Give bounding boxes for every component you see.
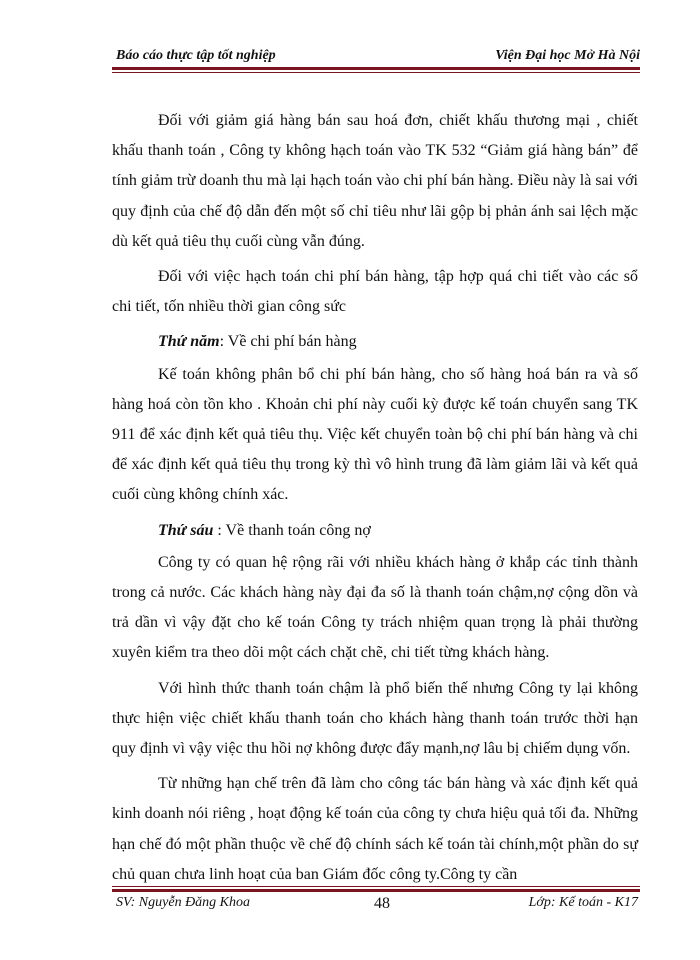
paragraph-payment-discount: Với hình thức thanh toán chậm là phổ biến thế nhưng Công ty lại không thực hiện việc chiết khấu thanh toán cho khách hàng thanh toán trước thời hạn quy định vì vậy việc thu hồi nợ không được đẩy mạnh,nợ lâu bị chiếm dụng vốn. [112, 679, 638, 758]
paragraph-discount-accounting: Đối với giảm giá hàng bán sau hoá đơn, chiết khấu thương mại , chiết khấu thanh toán , Công ty không hạch toán vào TK 532 “Giảm giá hàng bán” để tính giảm trừ doanh thu mà lại hạch toán vào chi phí bán hàng. Điều này là sai với quy định của chế độ dẫn đến một số chỉ tiêu như lãi gộp bị phản ánh sai lệch mặc dù kết quả tiêu thụ cuối cùng vẫn đúng. [112, 112, 638, 250]
paragraph-cost-allocation: Kế toán không phân bổ chi phí bán hàng, cho số hàng hoá bán ra và số hàng hoá còn tồn kho . Khoản chi phí này cuối kỳ được kế toán chuyển sang TK 911 để xác định kết quả tiêu thụ. Việc kết chuyển toàn bộ chi phí bán hàng và chi để xác định kết quả tiêu thụ trong kỳ thì vô hình trung đã làm giảm lãi và kết quả cuối cùng không chính xác. [112, 365, 638, 504]
heading-sixth-text: : Về thanh toán công nợ [213, 521, 371, 539]
page-number: 48 [374, 895, 390, 912]
heading-sixth-label: Thứ sáu [158, 521, 214, 539]
section-heading-sixth [112, 516, 638, 546]
heading-fifth-label: Thứ năm [158, 333, 220, 351]
paragraph-customer-relations: Công ty có quan hệ rộng rãi với nhiều khách hàng ở khắp các tỉnh thành trong cả nước. Các khách hàng này đại đa số là thanh toán chậm,nợ cộng dồn và trả dần vì vậy đặt cho kế toán Công ty trách nhiệm quan trọng là phải thường xuyên kiểm tra theo dõi một cách chặt chẽ, chi tiết từng khách hàng. [112, 553, 638, 662]
paragraph-limitations: Từ những hạn chế trên đã làm cho công tác bán hàng và xác định kết quả kinh doanh nói riêng , hoạt động kế toán của công ty chưa hiệu quả tối đa. Những hạn chế đó một phần thuộc về chế độ chính sách kế toán tài chính,một phần do sự chủ quan chưa linh hoạt của ban Giám đốc công ty.Công ty cần [112, 775, 638, 883]
header-institution: Viện Đại học Mở Hà Nội [495, 48, 640, 63]
header-report-title: Báo cáo thực tập tốt nghiệp [116, 48, 276, 63]
paragraph-selling-cost-detail: Đối với việc hạch toán chi phí bán hàng, tập hợp quá chi tiết vào các sổ chi tiết, tốn nhiều thời gian công sức [112, 268, 638, 316]
section-heading-fifth [112, 327, 638, 357]
footer-class: Lớp: Kế toán - K17 [528, 895, 638, 910]
heading-fifth-text: : Về chi phí bán hàng [219, 333, 357, 351]
page-body [112, 106, 638, 890]
footer-rule-thin [112, 886, 640, 887]
footer-rule-thick [112, 889, 640, 892]
header-rule-thin [112, 72, 640, 73]
footer-student: SV: Nguyễn Đăng Khoa [116, 895, 251, 910]
page-header [112, 44, 640, 66]
header-rule-thick [112, 67, 640, 70]
page-footer [112, 893, 640, 915]
